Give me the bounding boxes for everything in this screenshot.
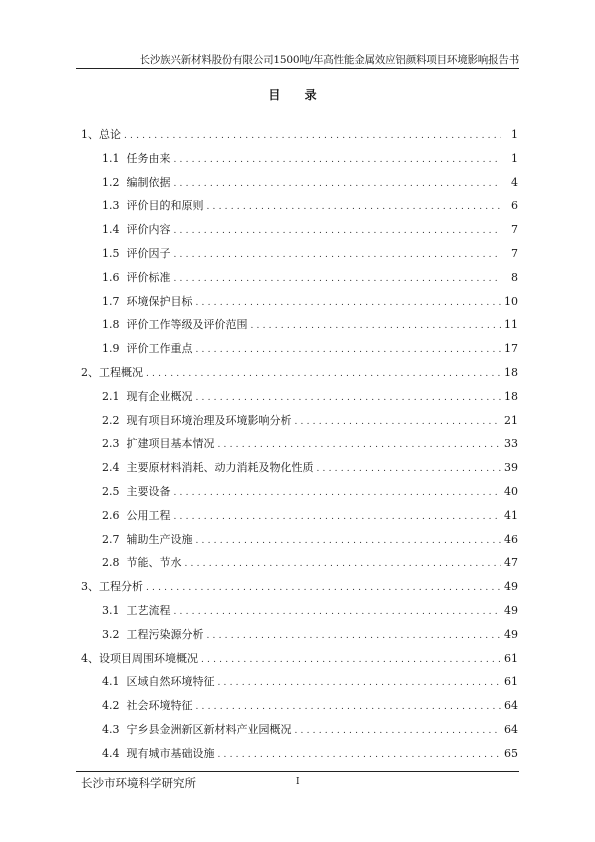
toc-entry-number: 1.3 bbox=[102, 199, 120, 213]
toc-entry-title: 节能、节水 bbox=[126, 556, 182, 570]
footer-divider bbox=[76, 771, 519, 772]
toc-entry-page: 7 bbox=[511, 246, 518, 260]
toc-entry[interactable] bbox=[81, 623, 518, 647]
toc-entry-title: 扩建项目基本情况 bbox=[126, 437, 215, 451]
toc-entry-label bbox=[102, 670, 215, 694]
toc-entry-label bbox=[81, 123, 121, 147]
toc-entry[interactable] bbox=[81, 528, 518, 552]
toc-entry-number: 1.9 bbox=[102, 342, 120, 356]
toc-entry-label bbox=[102, 385, 193, 409]
toc-entry-page: 47 bbox=[504, 556, 518, 570]
toc-entry-page: 4 bbox=[511, 175, 518, 189]
toc-entry[interactable] bbox=[81, 599, 518, 623]
toc-entry-page: 33 bbox=[504, 437, 518, 451]
toc-entry[interactable] bbox=[81, 147, 518, 171]
toc-entry-number: 1.7 bbox=[102, 294, 120, 308]
toc-title: 目 录 bbox=[268, 88, 327, 102]
toc-entry[interactable] bbox=[81, 551, 518, 575]
toc-entry-title: 宁乡县金洲新区新材料产业园概况 bbox=[126, 722, 292, 736]
toc-dot-leader bbox=[196, 387, 502, 411]
toc-entry-title: 现有企业概况 bbox=[126, 389, 193, 403]
toc-entry-page: 64 bbox=[504, 699, 518, 713]
running-header: 长沙族兴新材料股份有限公司1500吨/年高性能金属效应铝颜料项目环境影响报告书 bbox=[139, 54, 519, 66]
toc-entry-page: 49 bbox=[504, 580, 518, 594]
toc-dot-leader bbox=[251, 315, 502, 339]
toc-entry-number: 2.1 bbox=[102, 389, 120, 403]
toc-entry-title: 工程分析 bbox=[99, 580, 143, 594]
toc-dot-leader bbox=[174, 220, 502, 244]
toc-entry-number: 2.7 bbox=[102, 532, 120, 546]
toc-entry-title: 现有项目环境治理及环境影响分析 bbox=[126, 413, 292, 427]
toc-entry-title: 主要原材料消耗、动力消耗及物化性质 bbox=[126, 461, 314, 475]
toc-entry-number: 2.4 bbox=[102, 461, 120, 475]
toc-entry-label bbox=[102, 599, 171, 623]
toc-entry-number: 1.6 bbox=[102, 270, 120, 284]
toc-dot-leader bbox=[174, 601, 502, 625]
toc-entry-label bbox=[102, 147, 171, 171]
toc-entry-page: 61 bbox=[504, 675, 518, 689]
toc-entry-number: 3.2 bbox=[102, 627, 120, 641]
toc-dot-leader bbox=[295, 720, 502, 744]
toc-entry-label bbox=[102, 504, 171, 528]
toc-entry-title: 编制依据 bbox=[126, 175, 171, 189]
toc-entry[interactable] bbox=[81, 361, 518, 385]
toc-entry-number: 4.2 bbox=[102, 699, 120, 713]
toc-entry-number: 1.5 bbox=[102, 246, 120, 260]
toc-entry-label bbox=[102, 171, 171, 195]
toc-entry-label bbox=[102, 290, 193, 314]
toc-entry-title: 评价内容 bbox=[126, 223, 171, 237]
toc-entry[interactable] bbox=[81, 266, 518, 290]
toc-entry[interactable] bbox=[81, 385, 518, 409]
toc-entry[interactable] bbox=[81, 218, 518, 242]
toc-dot-leader bbox=[174, 506, 502, 530]
toc-entry-label bbox=[102, 218, 171, 242]
toc-entry-label bbox=[102, 409, 292, 433]
toc-entry-title: 社会环境特征 bbox=[126, 699, 193, 713]
toc-dot-leader bbox=[174, 173, 502, 197]
toc-entry-title: 评价目的和原则 bbox=[126, 199, 204, 213]
toc-entry-page: 1 bbox=[511, 151, 518, 165]
toc-entry-label bbox=[81, 575, 143, 599]
toc-entry-title: 区域自然环境特征 bbox=[126, 675, 215, 689]
toc-dot-leader bbox=[218, 434, 502, 458]
toc-dot-leader bbox=[196, 339, 502, 363]
toc-entry-title: 评价工作等级及评价范围 bbox=[126, 318, 248, 332]
toc-entry-number: 2.6 bbox=[102, 508, 120, 522]
toc-entry-page: 17 bbox=[504, 342, 518, 356]
footer-organization: 长沙市环境科学研究所 bbox=[81, 776, 196, 790]
toc-entry-page: 1 bbox=[511, 128, 518, 141]
toc-entry[interactable] bbox=[81, 242, 518, 266]
toc-entry-label bbox=[81, 647, 198, 671]
toc-dot-leader bbox=[218, 672, 502, 696]
toc-entry-label bbox=[102, 313, 248, 337]
toc-entry[interactable] bbox=[81, 171, 518, 195]
toc-dot-leader bbox=[174, 268, 502, 292]
toc-entry-page: 49 bbox=[504, 603, 518, 617]
toc-entry-page: 49 bbox=[504, 627, 518, 641]
toc-entry-page: 40 bbox=[504, 484, 518, 498]
toc-dot-leader bbox=[207, 625, 502, 649]
toc-entry-number: 2.3 bbox=[102, 437, 120, 451]
toc-entry[interactable] bbox=[81, 718, 518, 742]
toc-entry-label bbox=[102, 266, 171, 290]
toc-entry-number: 2、 bbox=[81, 365, 99, 379]
toc-entry-label bbox=[102, 194, 204, 218]
toc-entry-label bbox=[102, 480, 171, 504]
toc-dot-leader bbox=[146, 577, 501, 601]
toc-entry[interactable] bbox=[81, 337, 518, 361]
toc-entry-label bbox=[102, 742, 215, 766]
toc-entry-label bbox=[102, 432, 215, 456]
toc-entry-page: 18 bbox=[504, 389, 518, 403]
toc-entry-page: 21 bbox=[504, 413, 518, 427]
toc-entry[interactable] bbox=[81, 504, 518, 528]
toc-entry-label bbox=[102, 694, 193, 718]
toc-entry-page: 46 bbox=[504, 532, 518, 546]
toc-entry-title: 设项目周围环境概况 bbox=[99, 651, 198, 665]
toc-entry-number: 4、 bbox=[81, 651, 99, 665]
toc-entry-title: 现有城市基础设施 bbox=[126, 746, 215, 760]
toc-entry-title: 工艺流程 bbox=[126, 603, 171, 617]
toc-entry[interactable] bbox=[81, 694, 518, 718]
toc-dot-leader bbox=[124, 125, 501, 149]
toc-entry-label bbox=[102, 456, 314, 480]
toc-entry-label bbox=[102, 528, 193, 552]
toc-entry-page: 64 bbox=[504, 722, 518, 736]
header-divider bbox=[76, 68, 519, 69]
toc-entry[interactable] bbox=[81, 290, 518, 314]
toc-dot-leader bbox=[201, 649, 501, 673]
toc-entry-number: 4.4 bbox=[102, 746, 120, 760]
toc-entry-label bbox=[102, 623, 204, 647]
toc-entry[interactable] bbox=[81, 480, 518, 504]
toc-entry[interactable] bbox=[81, 194, 518, 218]
toc-dot-leader bbox=[207, 196, 502, 220]
toc-entry-number: 1.4 bbox=[102, 223, 120, 237]
toc-entry[interactable] bbox=[81, 313, 518, 337]
toc-entry-number: 2.8 bbox=[102, 556, 120, 570]
toc-entry-title: 评价因子 bbox=[126, 246, 171, 260]
toc-entry-page: 11 bbox=[504, 318, 518, 332]
toc-entry[interactable] bbox=[81, 670, 518, 694]
toc-entry[interactable] bbox=[81, 123, 518, 147]
footer-page-number: I bbox=[296, 777, 300, 787]
toc-entry-page: 6 bbox=[511, 199, 518, 213]
toc-dot-leader bbox=[317, 458, 502, 482]
toc-entry-number: 4.3 bbox=[102, 722, 120, 736]
toc-entry-title: 公用工程 bbox=[126, 508, 171, 522]
toc-dot-leader bbox=[196, 530, 502, 554]
toc-entry[interactable] bbox=[81, 742, 518, 766]
toc-entry-number: 1.2 bbox=[102, 175, 120, 189]
toc-entry-title: 主要设备 bbox=[126, 484, 171, 498]
toc-dot-leader bbox=[196, 696, 502, 720]
toc-entry-title: 环境保护目标 bbox=[126, 294, 193, 308]
toc-dot-leader bbox=[196, 292, 502, 316]
toc-entry-page: 7 bbox=[511, 223, 518, 237]
toc-entry-page: 65 bbox=[504, 746, 518, 760]
toc-entry-label bbox=[102, 337, 193, 361]
toc-entry[interactable] bbox=[81, 647, 518, 671]
toc-entry-title: 辅助生产设施 bbox=[126, 532, 193, 546]
toc-entry-number: 2.2 bbox=[102, 413, 120, 427]
toc-entry-title: 总论 bbox=[99, 128, 121, 141]
toc-entry-page: 41 bbox=[504, 508, 518, 522]
toc-entry-label bbox=[102, 718, 292, 742]
toc-entry-page: 61 bbox=[504, 651, 518, 665]
toc-entry-page: 8 bbox=[511, 270, 518, 284]
toc-entry-number: 1.8 bbox=[102, 318, 120, 332]
toc-dot-leader bbox=[174, 149, 502, 173]
toc-entry-number: 1、 bbox=[81, 128, 99, 141]
toc-entry-page: 18 bbox=[504, 365, 518, 379]
toc-dot-leader bbox=[295, 411, 502, 435]
toc-dot-leader bbox=[174, 244, 502, 268]
toc-entry-title: 评价工作重点 bbox=[126, 342, 193, 356]
toc-entry-label bbox=[102, 551, 182, 575]
table-of-contents bbox=[81, 123, 518, 766]
toc-entry-title: 工程污染源分析 bbox=[126, 627, 204, 641]
toc-entry-number: 3.1 bbox=[102, 603, 120, 617]
toc-dot-leader bbox=[218, 744, 502, 768]
toc-entry-title: 任务由来 bbox=[126, 151, 171, 165]
toc-entry-number: 1.1 bbox=[102, 151, 120, 165]
toc-entry[interactable] bbox=[81, 409, 518, 433]
toc-entry-number: 2.5 bbox=[102, 484, 120, 498]
toc-entry-title: 工程概况 bbox=[99, 365, 143, 379]
toc-entry-number: 4.1 bbox=[102, 675, 120, 689]
toc-entry[interactable] bbox=[81, 575, 518, 599]
toc-entry-page: 39 bbox=[504, 461, 518, 475]
toc-entry-page: 10 bbox=[504, 294, 518, 308]
toc-entry-label bbox=[102, 242, 171, 266]
toc-entry[interactable] bbox=[81, 432, 518, 456]
toc-entry-number: 3、 bbox=[81, 580, 99, 594]
toc-entry[interactable] bbox=[81, 456, 518, 480]
toc-dot-leader bbox=[174, 482, 502, 506]
toc-dot-leader bbox=[185, 553, 502, 577]
toc-entry-label bbox=[81, 361, 143, 385]
toc-entry-title: 评价标准 bbox=[126, 270, 171, 284]
toc-dot-leader bbox=[146, 363, 501, 387]
